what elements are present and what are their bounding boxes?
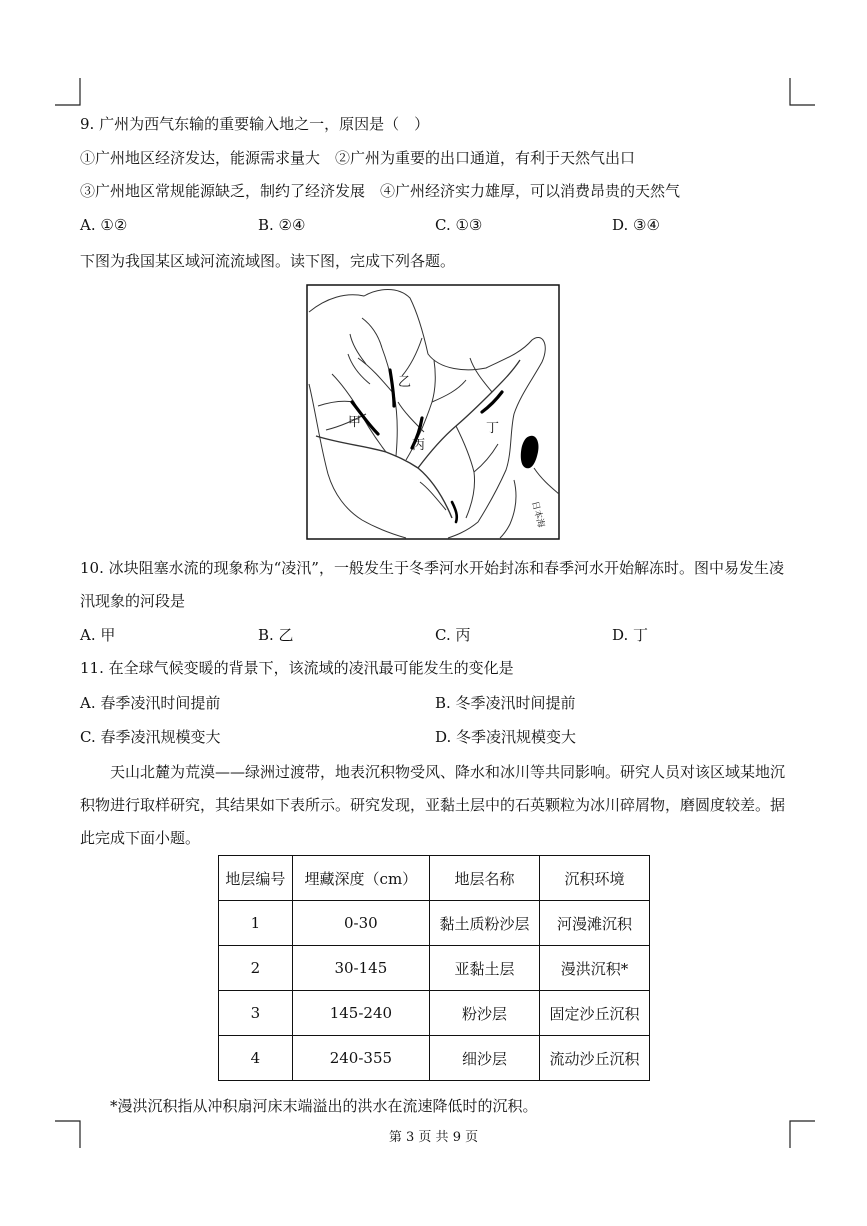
cell-environment: 河漫滩沉积 xyxy=(540,901,650,946)
q9-statements-line2: ③广州地区常规能源缺乏，制约了经济发展 ④广州经济实力雄厚，可以消费昂贵的天然气 xyxy=(80,182,681,200)
river-basin-map xyxy=(306,284,560,540)
cell-layer-number: 1 xyxy=(219,901,293,946)
cell-layer-name: 粉沙层 xyxy=(430,991,540,1036)
header-layer-number: 地层编号 xyxy=(219,856,293,901)
q9-option-c: C. ①③ xyxy=(435,216,483,234)
map-intro: 下图为我国某区域河流流域图。读下图，完成下列各题。 xyxy=(80,252,456,270)
label-jia: 甲 xyxy=(348,415,362,430)
cell-depth: 30-145 xyxy=(292,946,429,991)
q9-statements-line1: ①广州地区经济发达，能源需求量大 ②广州为重要的出口通道，有利于天然气出口 xyxy=(80,149,636,167)
q10-stem-line2: 汛现象的河段是 xyxy=(80,592,186,610)
cell-environment: 漫洪沉积* xyxy=(540,946,650,991)
cell-environment: 固定沙丘沉积 xyxy=(540,991,650,1036)
q10-stem-line1: 10. 冰块阻塞水流的现象称为“凌汛”，一般发生于冬季河水开始封冻和春季河水开始解冻时。图中易发生凌 xyxy=(80,559,784,577)
q10-option-d: D. 丁 xyxy=(612,626,649,644)
cell-layer-number: 3 xyxy=(219,991,293,1036)
strata-table xyxy=(218,855,650,1081)
label-ding: 丁 xyxy=(486,421,500,436)
table-row xyxy=(219,901,650,946)
table-row xyxy=(219,1036,650,1081)
cell-depth: 145-240 xyxy=(292,991,429,1036)
q11-option-c: C. 春季凌汛规模变大 xyxy=(80,728,221,746)
table-row xyxy=(219,946,650,991)
cell-layer-number: 2 xyxy=(219,946,293,991)
cell-depth: 0-30 xyxy=(292,901,429,946)
cell-environment: 流动沙丘沉积 xyxy=(540,1036,650,1081)
cell-layer-number: 4 xyxy=(219,1036,293,1081)
cell-layer-name: 细沙层 xyxy=(430,1036,540,1081)
header-burial-depth: 埋藏深度（cm） xyxy=(292,856,429,901)
q9-option-a: A. ①② xyxy=(80,216,128,234)
table-footnote: *漫洪沉积指从冲积扇河床末端溢出的洪水在流速降低时的沉积。 xyxy=(110,1097,538,1115)
q11-stem: 11. 在全球气候变暖的背景下，该流域的凌汛最可能发生的变化是 xyxy=(80,659,514,677)
q9-option-d: D. ③④ xyxy=(612,216,660,234)
reading-passage: 天山北麓为荒漠——绿洲过渡带，地表沉积物受风、降水和冰川等共同影响。研究人员对该区域某地沉积物进行取样研究，其结果如下表所示。研究发现，亚黏土层中的石英颗粒为冰川碎屑物，磨圆度较差。据此完成下面小题。 xyxy=(80,763,786,847)
q10-option-b: B. 乙 xyxy=(258,626,294,644)
crop-mark-top-right xyxy=(789,78,815,106)
page-footer: 第 3 页 共 9 页 xyxy=(388,1130,479,1145)
q11-option-b: B. 冬季凌汛时间提前 xyxy=(435,694,576,712)
q9-option-b: B. ②④ xyxy=(258,216,306,234)
label-sea: 日本海 xyxy=(529,500,546,529)
cell-layer-name: 黏土质粉沙层 xyxy=(430,901,540,946)
table-header-row xyxy=(219,856,650,901)
q10-option-c: C. 丙 xyxy=(435,626,471,644)
header-sedimentary-env: 沉积环境 xyxy=(540,856,650,901)
label-yi: 乙 xyxy=(398,375,412,390)
label-bing: 丙 xyxy=(412,438,426,453)
header-layer-name: 地层名称 xyxy=(430,856,540,901)
q11-option-d: D. 冬季凌汛规模变大 xyxy=(435,728,577,746)
q10-option-a: A. 甲 xyxy=(80,626,116,644)
q11-option-a: A. 春季凌汛时间提前 xyxy=(80,694,221,712)
cell-layer-name: 亚黏土层 xyxy=(430,946,540,991)
cell-depth: 240-355 xyxy=(292,1036,429,1081)
q9-stem: 9. 广州为西气东输的重要输入地之一，原因是（ ） xyxy=(80,115,430,133)
crop-mark-top-left xyxy=(55,78,81,106)
table-row xyxy=(219,991,650,1036)
